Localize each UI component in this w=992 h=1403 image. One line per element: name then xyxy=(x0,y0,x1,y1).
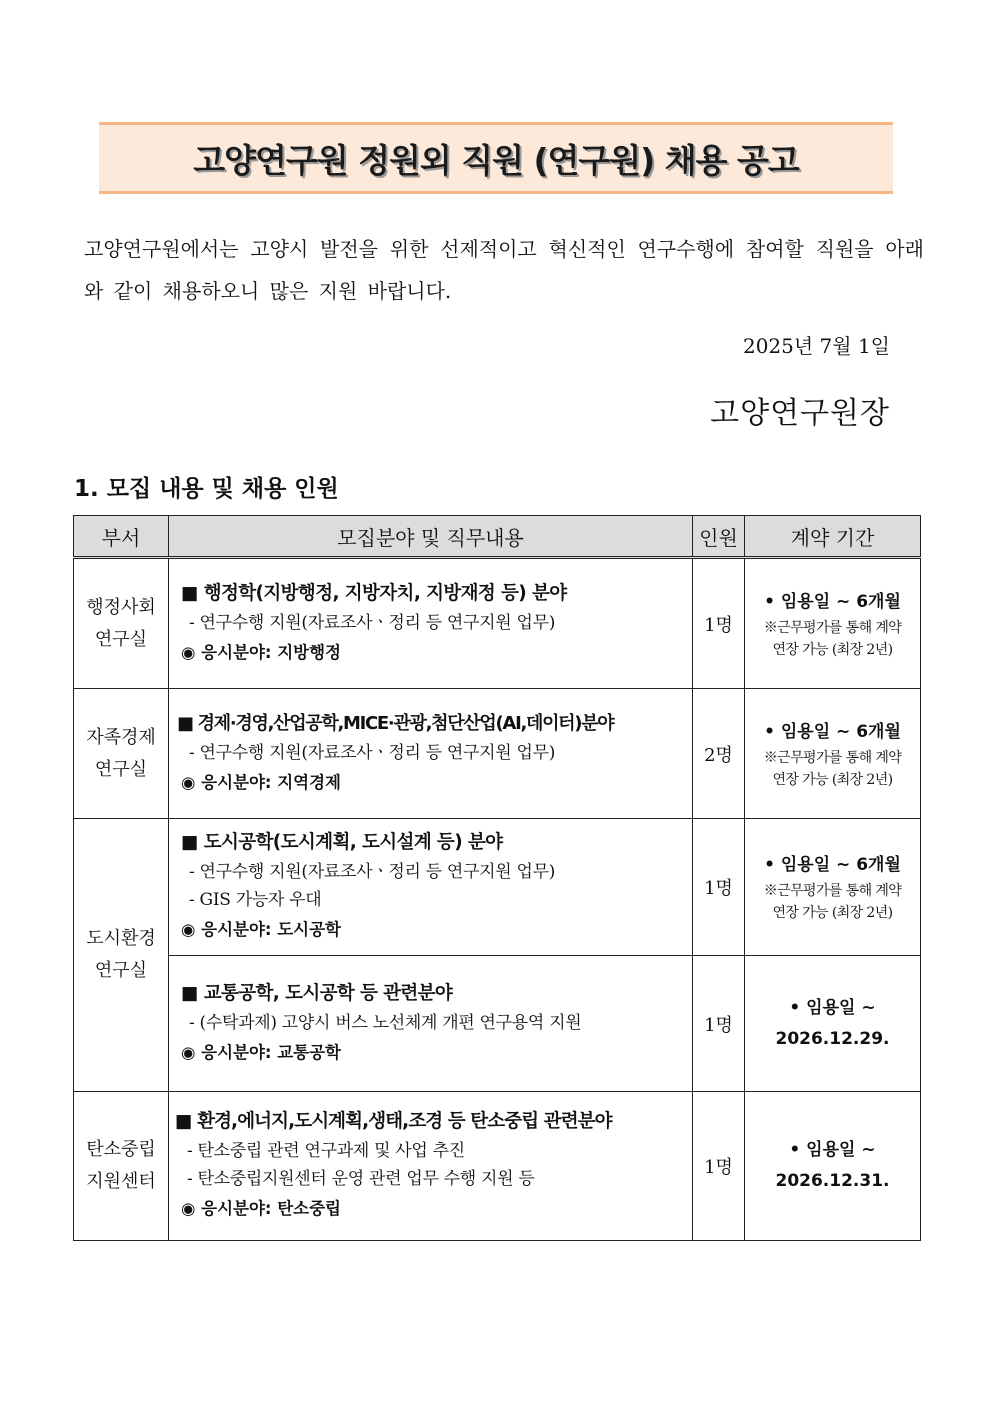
header-field: 모집분야 및 직무내용 xyxy=(169,516,693,558)
notice-title-box xyxy=(99,122,893,194)
table-row xyxy=(74,689,921,819)
job-duty: - 탄소중립지원센터 운영 관련 업무 수행 지원 등 xyxy=(187,1169,535,1189)
period-main: • 임용일 ~ 6개월 xyxy=(764,721,901,742)
period-cell xyxy=(745,558,921,689)
dept-cell xyxy=(74,819,169,1092)
period-note: 연장 가능 (최장 2년) xyxy=(772,905,893,921)
period-note: 연장 가능 (최장 2년) xyxy=(772,641,893,658)
job-duty: - 탄소중립 관련 연구과제 및 사업 추진 xyxy=(187,1141,465,1161)
period-main: • 임용일 ~ 6개월 xyxy=(764,591,901,612)
period-cell xyxy=(745,689,921,819)
period-main: • 임용일 ~ xyxy=(789,997,876,1018)
table-row xyxy=(74,819,921,956)
period-end-date: 2026.12.31. xyxy=(775,1171,890,1191)
header-count: 인원 xyxy=(693,516,745,558)
table-row xyxy=(74,956,921,1092)
job-duty: - 연구수행 지원(자료조사ㆍ정리 등 연구지원 업무) xyxy=(189,612,556,633)
period-end-date: 2026.12.29. xyxy=(775,1028,890,1049)
dept-line: 자족경제 xyxy=(86,726,156,748)
job-field: ■ 교통공학, 도시공학 등 관련분야 xyxy=(181,982,453,1004)
headcount-cell: 1명 xyxy=(693,819,745,956)
table-row xyxy=(74,558,921,689)
headcount-cell: 1명 xyxy=(693,558,745,689)
notice-signer: 고양연구원장 xyxy=(710,396,890,431)
job-cell xyxy=(169,1092,693,1241)
dept-line: 연구실 xyxy=(94,758,148,780)
job-duty: - (수탁과제) 고양시 버스 노선체계 개편 연구용역 지원 xyxy=(189,1012,582,1033)
dept-line: 연구실 xyxy=(94,960,148,981)
job-exam-field: ◉ 응시분야: 지역경제 xyxy=(181,772,341,792)
dept-line: 행정사회 xyxy=(86,596,156,618)
section-title-recruitment: 1. 모집 내용 및 채용 인원 xyxy=(74,476,339,502)
job-exam-field: ◉ 응시분야: 교통공학 xyxy=(181,1042,341,1062)
job-duty: - 연구수행 지원(자료조사ㆍ정리 등 연구지원 업무) xyxy=(189,742,556,763)
job-exam-field: ◉ 응시분야: 도시공학 xyxy=(181,920,341,939)
headcount-cell: 2명 xyxy=(693,689,745,819)
notice-title: 고양연구원 정원외 직원 (연구원) 채용 공고 xyxy=(193,140,799,180)
dept-cell xyxy=(74,558,169,689)
period-cell xyxy=(745,956,921,1092)
period-note: ※근무평가를 통해 계약 xyxy=(763,883,902,899)
job-duty: - 연구수행 지원(자료조사ㆍ정리 등 연구지원 업무) xyxy=(189,862,556,882)
recruitment-table xyxy=(73,515,921,1241)
period-main: • 임용일 ~ xyxy=(789,1140,876,1160)
dept-cell xyxy=(74,1092,169,1241)
job-cell xyxy=(169,558,693,689)
period-note: ※근무평가를 통해 계약 xyxy=(763,749,902,766)
table-header-row xyxy=(74,516,921,558)
headcount-cell: 1명 xyxy=(693,956,745,1092)
period-note: ※근무평가를 통해 계약 xyxy=(763,619,902,636)
period-cell xyxy=(745,819,921,956)
job-exam-field: ◉ 응시분야: 지방행정 xyxy=(181,642,341,662)
period-main: • 임용일 ~ 6개월 xyxy=(764,855,901,875)
dept-line: 연구실 xyxy=(94,628,148,650)
job-cell xyxy=(169,956,693,1092)
job-field: ■ 환경,에너지,도시계획,생태,조경 등 탄소중립 관련분야 xyxy=(175,1111,612,1132)
job-field: ■ 행정학(지방행정, 지방자치, 지방재정 등) 분야 xyxy=(181,582,567,604)
dept-line: 도시환경 xyxy=(86,928,156,949)
headcount-cell: 1명 xyxy=(693,1092,745,1241)
dept-line: 지원센터 xyxy=(86,1171,156,1192)
job-cell xyxy=(169,819,693,956)
job-field: ■ 도시공학(도시계획, 도시설계 등) 분야 xyxy=(181,832,503,853)
notice-date: 2025년 7월 1일 xyxy=(742,334,890,358)
dept-line: 탄소중립 xyxy=(86,1139,156,1160)
period-note: 연장 가능 (최장 2년) xyxy=(772,771,893,788)
header-dept: 부서 xyxy=(74,516,169,558)
job-cell xyxy=(169,689,693,819)
job-field: ■ 경제·경영,산업공학,MICE·관광,첨단산업(AI,데이터)분야 xyxy=(177,712,614,734)
period-cell xyxy=(745,1092,921,1241)
job-duty: - GIS 가능자 우대 xyxy=(189,890,322,910)
header-period: 계약 기간 xyxy=(745,516,921,558)
intro-paragraph: 고양연구원에서는 고양시 발전을 위한 선제적이고 혁신적인 연구수행에 참여할 직원을 아래와 같이 채용하오니 많은 지원 바랍니다. xyxy=(84,237,924,303)
dept-cell xyxy=(74,689,169,819)
table-row xyxy=(74,1092,921,1241)
job-exam-field: ◉ 응시분야: 탄소중립 xyxy=(181,1199,341,1218)
